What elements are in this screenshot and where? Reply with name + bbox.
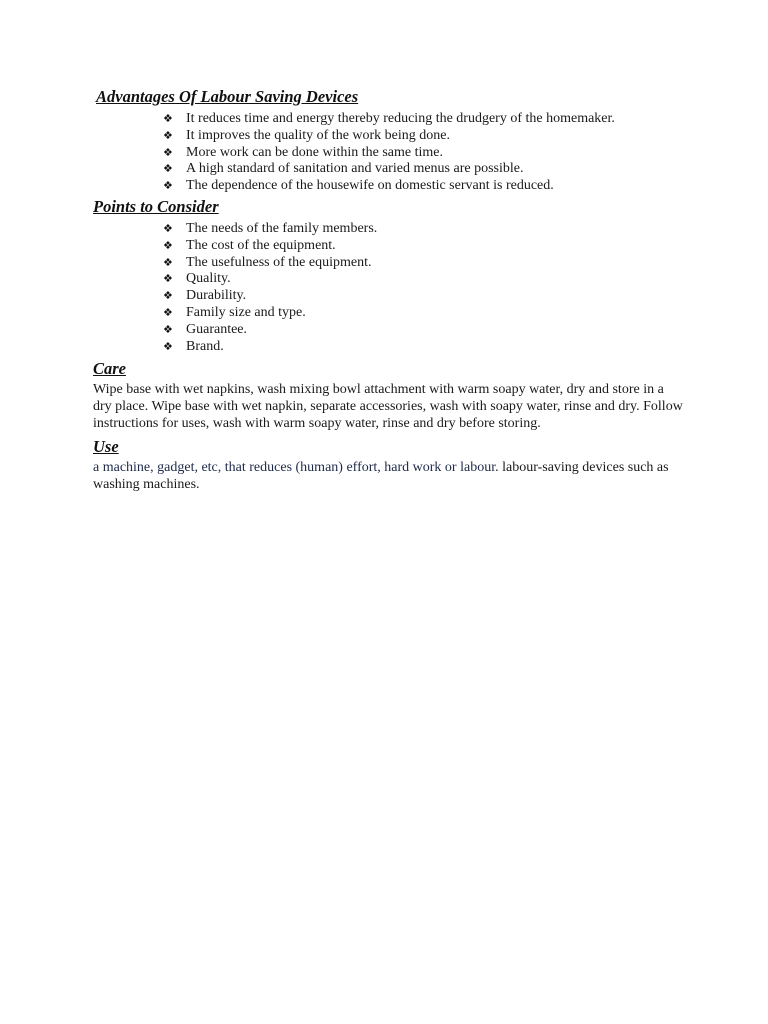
diamond-bullet-icon: ❖ [163, 162, 173, 176]
care-heading: Care [93, 359, 126, 379]
use-example: . labour-saving devices such as washing machines. [93, 459, 669, 492]
list-item: ❖ The cost of the equipment. [163, 237, 336, 253]
diamond-bullet-icon: ❖ [163, 272, 173, 286]
diamond-bullet-icon: ❖ [163, 145, 173, 159]
use-paragraph [93, 460, 683, 494]
diamond-bullet-icon: ❖ [163, 339, 173, 353]
diamond-bullet-icon: ❖ [163, 238, 173, 252]
diamond-bullet-icon: ❖ [163, 289, 173, 303]
list-item: ❖ More work can be done within the same time. [163, 144, 443, 160]
advantages-heading: Advantages Of Labour Saving Devices [96, 87, 359, 106]
list-item: ❖ Brand. [163, 338, 224, 354]
document-page [93, 86, 693, 493]
advantages-list [93, 111, 693, 195]
list-item: ❖ Family size and type. [163, 304, 306, 320]
diamond-bullet-icon: ❖ [163, 112, 173, 125]
list-item: ❖ The needs of the family members. [163, 220, 378, 236]
diamond-bullet-icon: ❖ [163, 221, 173, 235]
use-heading: Use [93, 436, 119, 456]
diamond-bullet-icon: ❖ [163, 179, 173, 193]
list-item: ❖ Quality. [163, 271, 231, 287]
care-paragraph: Wipe base with wet napkins, wash mixing bowl attachment with warm soapy water, dry and store in a dry place. Wipe base with wet napkin, separate accessories, wash with soapy water, rinse and dry. Follow instructions for uses, wash with warm soapy water, rinse and dry before storing. [93, 382, 683, 431]
points-heading: Points to Consider [93, 196, 219, 216]
list-item: ❖ The usefulness of the equipment. [163, 254, 372, 270]
diamond-bullet-icon: ❖ [163, 128, 173, 142]
list-item: ❖ It improves the quality of the work being done. [163, 127, 450, 143]
list-item: ❖ Durability. [163, 288, 247, 304]
list-item: ❖ Guarantee. [163, 321, 248, 337]
list-item: ❖ A high standard of sanitation and varied menus are possible. [163, 161, 524, 177]
list-item: ❖ It reduces time and energy thereby reducing the drudgery of the homemaker. [163, 111, 615, 126]
use-definition: a machine, gadget, etc, that reduces (human) effort, hard work or labour [93, 459, 496, 475]
points-list [93, 221, 693, 355]
diamond-bullet-icon: ❖ [163, 305, 173, 319]
diamond-bullet-icon: ❖ [163, 322, 173, 336]
diamond-bullet-icon: ❖ [163, 255, 173, 269]
list-item: ❖ The dependence of the housewife on domestic servant is reduced. [163, 178, 554, 194]
